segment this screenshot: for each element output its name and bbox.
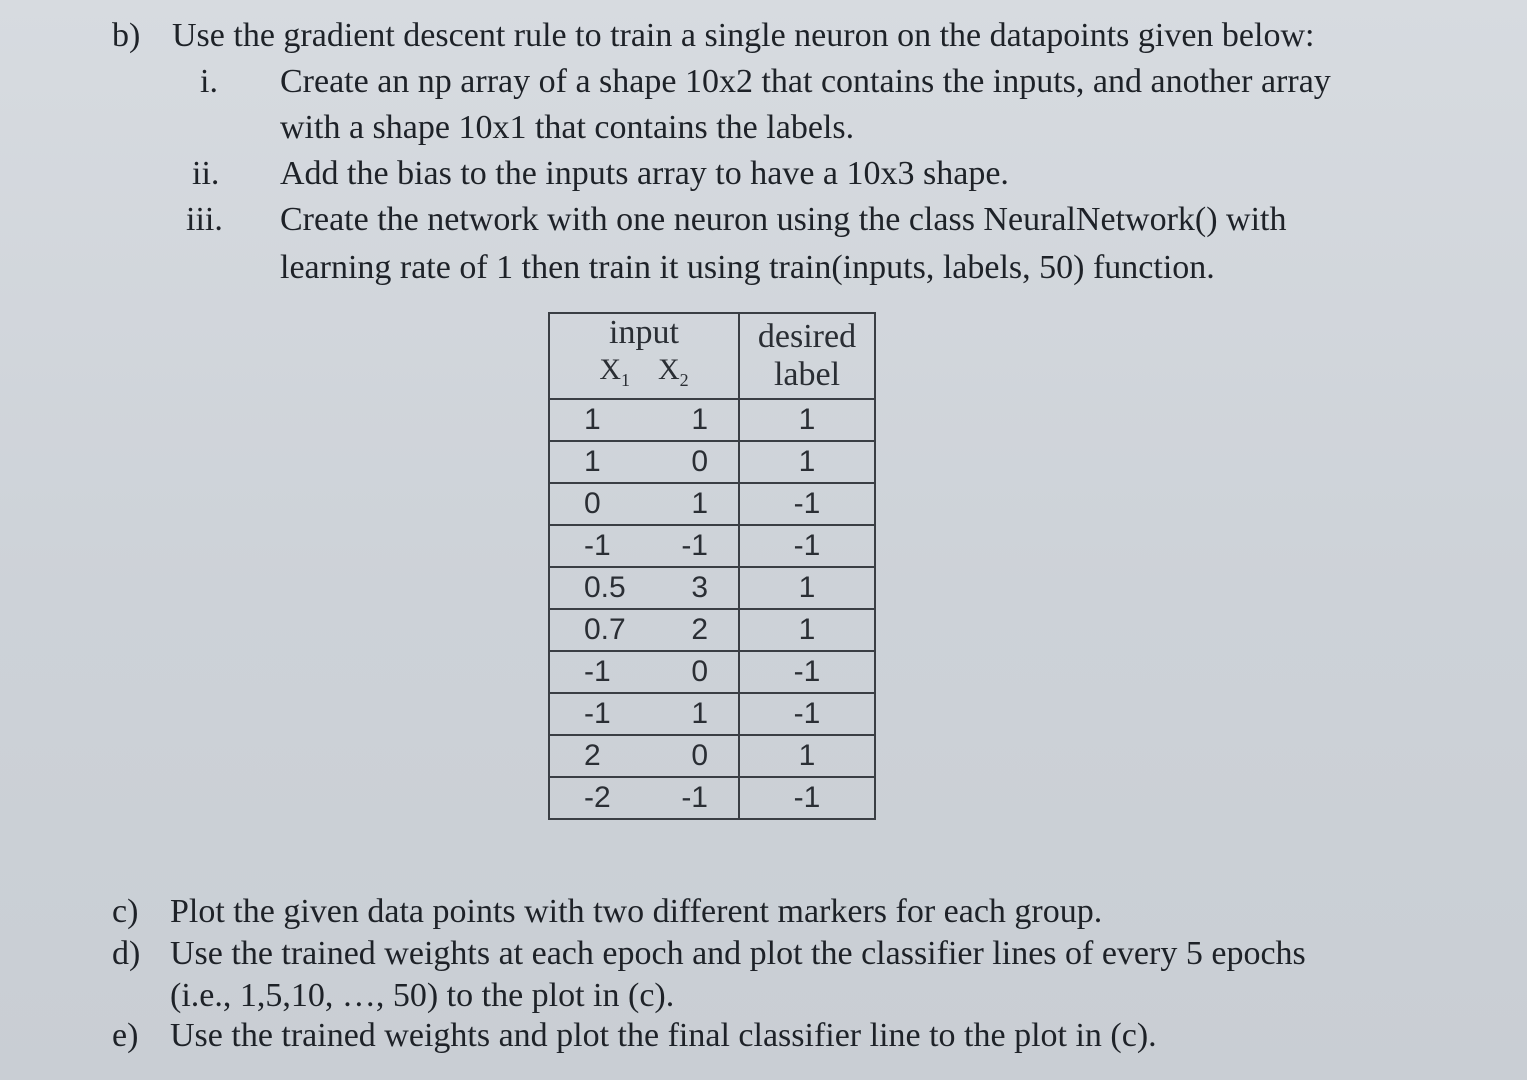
desired-label-header-line-1: desired bbox=[757, 318, 857, 355]
table-row bbox=[549, 777, 875, 819]
label-value: -1 bbox=[739, 651, 875, 693]
x1-value: 1 bbox=[584, 445, 601, 478]
table-row bbox=[549, 525, 875, 567]
input-cell bbox=[549, 525, 739, 567]
x1-header: $X_1$ bbox=[599, 353, 630, 390]
table-header-row bbox=[549, 313, 875, 399]
table-row bbox=[549, 735, 875, 777]
input-header-title: input bbox=[609, 314, 679, 351]
input-cell bbox=[549, 441, 739, 483]
table-row bbox=[549, 651, 875, 693]
x2-value: 0 bbox=[691, 739, 708, 772]
x2-value: 2 bbox=[691, 613, 708, 646]
x1-value: 0.7 bbox=[584, 613, 626, 646]
input-pair bbox=[550, 781, 738, 815]
x1-value: 2 bbox=[584, 739, 601, 772]
table-row bbox=[549, 693, 875, 735]
x2-value: -1 bbox=[681, 529, 708, 562]
x2-value: 0 bbox=[691, 445, 708, 478]
item-iii-line-1: Create the network with one neuron using the class NeuralNetwork() with bbox=[280, 201, 1287, 238]
part-b-text: Use the gradient descent rule to train a single neuron on the datapoints given below: bbox=[172, 17, 1315, 54]
item-ii-marker: ii. bbox=[192, 155, 220, 192]
table-row bbox=[549, 441, 875, 483]
input-cell bbox=[549, 735, 739, 777]
x1-value: -1 bbox=[584, 697, 611, 730]
table-row bbox=[549, 399, 875, 441]
input-cell bbox=[549, 609, 739, 651]
x1-value: -1 bbox=[584, 655, 611, 688]
x2-value: 1 bbox=[691, 403, 708, 436]
input-cell bbox=[549, 483, 739, 525]
x2-value: 0 bbox=[691, 655, 708, 688]
desired-label-header-line-2: label bbox=[773, 356, 841, 393]
input-pair bbox=[550, 403, 738, 437]
item-iii-line-2: learning rate of 1 then train it using train(inputs, labels, 50) function. bbox=[280, 249, 1215, 286]
part-c-marker: c) bbox=[112, 893, 139, 930]
x1-value: 1 bbox=[584, 403, 601, 436]
label-value: 1 bbox=[739, 609, 875, 651]
x1-value: -2 bbox=[584, 781, 611, 814]
x2-header: $X_2$ bbox=[658, 353, 689, 390]
input-pair bbox=[550, 739, 738, 773]
input-pair bbox=[550, 529, 738, 563]
input-cell bbox=[549, 777, 739, 819]
part-e-marker: e) bbox=[112, 1017, 139, 1054]
label-value: 1 bbox=[739, 399, 875, 441]
input-subheaders bbox=[550, 352, 738, 398]
desired-label-header bbox=[739, 313, 875, 399]
datapoints-table bbox=[548, 312, 876, 820]
item-ii-line-1: Add the bias to the inputs array to have a 10x3 shape. bbox=[280, 155, 1009, 192]
item-i-line-2: with a shape 10x1 that contains the labels. bbox=[280, 109, 855, 146]
x1-value: -1 bbox=[584, 529, 611, 562]
input-pair bbox=[550, 445, 738, 479]
table-row bbox=[549, 483, 875, 525]
part-d-line-2: (i.e., 1,5,10, …, 50) to the plot in (c). bbox=[170, 977, 675, 1014]
table-row bbox=[549, 609, 875, 651]
input-cell bbox=[549, 567, 739, 609]
input-cell bbox=[549, 651, 739, 693]
item-iii-marker: iii. bbox=[186, 201, 223, 238]
table-body bbox=[549, 399, 875, 819]
label-value: 1 bbox=[739, 441, 875, 483]
label-value: 1 bbox=[739, 735, 875, 777]
x2-value: 3 bbox=[691, 571, 708, 604]
x1-value: 0.5 bbox=[584, 571, 626, 604]
label-value: -1 bbox=[739, 693, 875, 735]
part-e-text: Use the trained weights and plot the final classifier line to the plot in (c). bbox=[170, 1017, 1157, 1054]
label-value: 1 bbox=[739, 567, 875, 609]
item-i-marker: i. bbox=[200, 63, 218, 100]
input-pair bbox=[550, 487, 738, 521]
label-value: -1 bbox=[739, 525, 875, 567]
input-pair bbox=[550, 571, 738, 605]
item-i-line-1: Create an np array of a shape 10x2 that contains the inputs, and another array bbox=[280, 63, 1331, 100]
label-value: -1 bbox=[739, 483, 875, 525]
input-cell bbox=[549, 693, 739, 735]
table-row bbox=[549, 567, 875, 609]
input-cell bbox=[549, 399, 739, 441]
input-header bbox=[549, 313, 739, 399]
input-pair bbox=[550, 655, 738, 689]
x2-value: -1 bbox=[681, 781, 708, 814]
input-pair bbox=[550, 697, 738, 731]
x2-value: 1 bbox=[691, 487, 708, 520]
part-c-text: Plot the given data points with two different markers for each group. bbox=[170, 893, 1103, 930]
input-pair bbox=[550, 613, 738, 647]
part-d-marker: d) bbox=[112, 935, 141, 972]
x1-value: 0 bbox=[584, 487, 601, 520]
x2-value: 1 bbox=[691, 697, 708, 730]
part-d-line-1: Use the trained weights at each epoch and plot the classifier lines of every 5 epochs bbox=[170, 935, 1306, 972]
part-b-marker: b) bbox=[112, 17, 141, 54]
label-value: -1 bbox=[739, 777, 875, 819]
